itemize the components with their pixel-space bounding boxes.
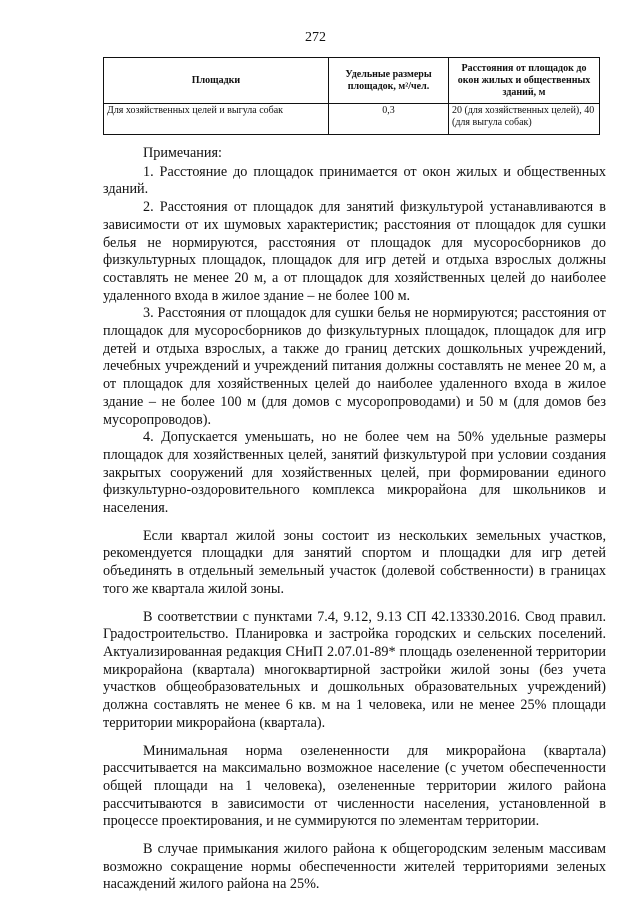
note-1: 1. Расстояние до площадок принимается от окон жилых и общественных зданий. bbox=[103, 163, 606, 198]
paragraph-green-area-norm: В соответствии с пунктами 7.4, 9.12, 9.13 СП 42.13330.2016. Свод правил. Градостроительство. Планировка и застройка городских и сельских поселений. Актуализированная редакция СНиП 2.07.01-89* площадь озелененной территории микрорайона (квартала) многоквартирной застройки жилой зоны (без учета участков общеобразовательных и дошкольных образовательных учреждений) должна составлять не менее 6 кв. м на 1 человека, или не менее 25% площади территории микрорайона (квартала). bbox=[103, 608, 606, 731]
note-2: 2. Расстояния от площадок для занятий физкультурой устанавливаются в зависимости от их шумовых характеристик; расстояния от площадок для сушки белья не нормируются, расстояния от площадок для мусоросборников до физкультурных площадок, площадок для игр детей и отдыха взрослых должны составлять не менее 20 м, а от площадок для хозяйственных целей до наиболее удаленного входа в жилое здание – не более 100 м. bbox=[103, 199, 606, 304]
paragraph-quarter-plots: Если квартал жилой зоны состоит из нескольких земельных участков, рекомендуется площадки для занятий спортом и площадки для игр детей объединять в отдельный земельный участок (долевой собственности) в границах того же квартала жилой зоны. bbox=[103, 527, 606, 597]
table-row bbox=[104, 104, 600, 135]
areas-table bbox=[103, 57, 600, 135]
column-header-areas: Площадки bbox=[104, 58, 329, 104]
table-cell-area: Для хозяйственных целей и выгула собак bbox=[104, 104, 329, 135]
paragraph-green-reduction: В случае примыкания жилого района к общегородским зеленым массивам возможно сокращение нормы обеспеченности жителей территориями зеленых насаждений жилого района на 25%. bbox=[103, 841, 606, 893]
document-body bbox=[103, 145, 606, 894]
table-cell-size: 0,3 bbox=[329, 104, 449, 135]
column-header-size: Удельные размеры площадок, м²/чел. bbox=[329, 58, 449, 104]
paragraph-min-green-norm: Минимальная норма озелененности для микрорайона (квартала) рассчитывается на максимально возможное население (с учетом обеспеченности общей площади на 1 человека), озелененные территории жилого района рассчитываются в зависимости от численности населения, установленной в процессе проектирования, и не суммируются по элементам территории. bbox=[103, 742, 606, 830]
note-3: 3. Расстояния от площадок для сушки белья не нормируются; расстояния от площадок для мусоросборников до физкультурных площадок, площадок для игр детей и отдыха взрослых, а также до границ детских дошкольных учреждений, лечебных учреждений и учреждений питания должны составлять не менее 20 м, а от площадок для хозяйственных целей до наиболее удаленного входа в жилое здание – не более 100 м (для домов с мусоропроводами) и 50 м (для домов без мусоропроводов). bbox=[103, 305, 606, 428]
column-header-distance: Расстояния от площадок до окон жилых и общественных зданий, м bbox=[449, 58, 600, 104]
page-number: 272 bbox=[305, 30, 326, 45]
table-header-row bbox=[104, 58, 600, 104]
note-4: 4. Допускается уменьшать, но не более чем на 50% удельные размеры площадок для хозяйственных целей, занятий физкультурой при условии создания закрытых сооружений для хозяйственных целей, при формировании единого физкультурно-оздоровительного комплекса микрорайона для школьников и населения. bbox=[103, 429, 606, 517]
notes-heading: Примечания: bbox=[143, 145, 222, 161]
table-cell-distance: 20 (для хозяйственных целей), 40 (для выгула собак) bbox=[449, 104, 600, 135]
